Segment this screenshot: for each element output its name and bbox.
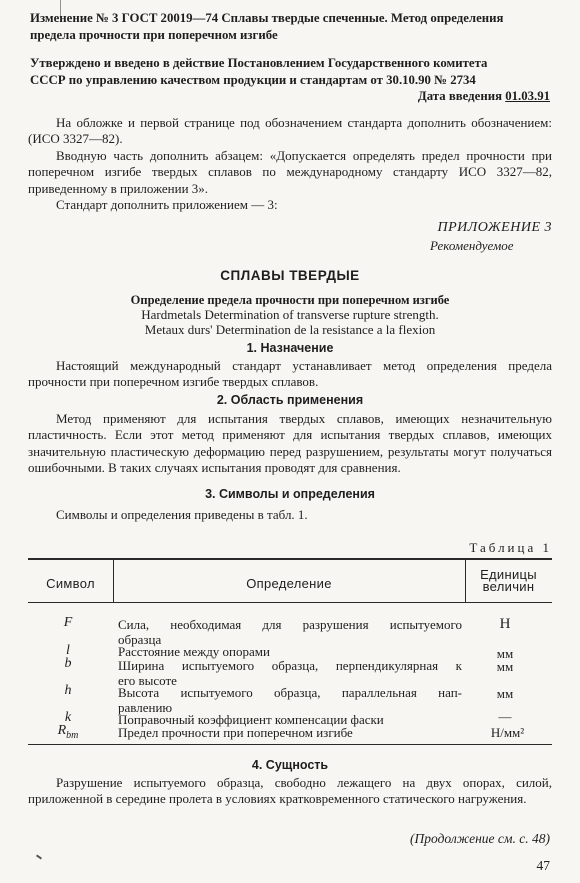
table-unit: — (498, 709, 512, 724)
approval-statement (30, 55, 552, 105)
table-header-symbol: Символ (46, 576, 95, 591)
table-symbol: k (64, 710, 72, 725)
table-header-rule (28, 602, 552, 603)
table-symbol: h (64, 683, 72, 698)
section-text: Разрушение испытуемого образца, свободно лежащего на двух опорах, силой, приложенной в середине пролета в условиях кратковременного статического нагружения. (28, 775, 552, 807)
change-paragraph-2: Вводную часть дополнить абзацем: «Допускается определять предел прочности при поперечном изгибе твердых сплавов по международному стандарту ИСО 3327—82, приведенному в приложении 3». (28, 148, 552, 196)
table-definition (118, 685, 462, 715)
change-paragraph-1: На обложке и первой странице под обозначением стандарта дополнить обозначением: (ИСО 3327—82). (28, 115, 552, 147)
table-top-rule (28, 558, 552, 560)
intro-date-value: 01.03.91 (505, 89, 550, 104)
table-symbol: b (64, 656, 72, 671)
amendment-line-2: предела прочности при поперечном изгибе (30, 27, 278, 42)
scan-mark (36, 854, 42, 859)
table-definition-line: его высоте (118, 673, 177, 688)
section-text: Символы и определения приведены в табл. 1. (56, 507, 308, 522)
section-text: Метод применяют для испытания твердых сплавов, имеющих незначительную пластичность. Если этот метод применяют для испытания твердых сплавов, имеющих значительную пластическую деформацию перед разрушением, результаты могут получаться ошибочными. В таких случаях испытания проводят для сравнения. (28, 411, 552, 476)
table-definition-line: Сила, необходимая для разрушения испытуемого (118, 617, 462, 632)
section-heading: 4. Сущность (251, 758, 329, 772)
table-bottom-rule (28, 744, 552, 745)
table-unit: мм (496, 646, 514, 661)
table-header-units-line-2: величин (482, 579, 535, 594)
table-header-units (465, 569, 552, 593)
table-unit: Н (499, 616, 511, 632)
table-header-definition: Определение (246, 576, 332, 591)
table-unit: мм (496, 659, 514, 674)
english-title: Hardmetals Determination of transverse rupture strength. (141, 307, 439, 322)
approval-line-1: Утверждено и введено в действие Постановлением Государственного комитета (30, 56, 488, 70)
section-heading: 3. Символы и определения (205, 487, 375, 501)
appendix-status: Рекомендуемое (430, 238, 514, 253)
table-definition-line: Предел прочности при поперечном изгибе (118, 725, 353, 740)
table-symbol-subscript: bm (66, 729, 79, 741)
intro-date (30, 88, 550, 105)
table-unit: мм (496, 686, 514, 701)
table-definition (118, 617, 462, 647)
table-definition (118, 658, 462, 688)
page-number: 47 (536, 858, 550, 873)
table-caption: Таблица 1 (469, 540, 552, 555)
table-symbol (28, 723, 108, 743)
intro-date-label: Дата введения (417, 89, 502, 104)
table-definition-line: Высота испытуемого образца, параллельная нап- (118, 685, 462, 700)
table-definition-line: Расстояние между опорами (118, 644, 270, 659)
table-symbol-main: R (57, 723, 67, 738)
table-definition-line: равлению (118, 700, 173, 715)
table-definition-line: Ширина испытуемого образца, перпендикулярная к (118, 658, 462, 673)
document-subtitle: Определение предела прочности при поперечном изгибе (130, 293, 450, 307)
approval-line-2: СССР по управлению качеством продукции и стандартам от 30.10.90 № 2734 (30, 72, 476, 87)
table-symbol: l (66, 643, 70, 658)
section-heading: 2. Область применения (216, 393, 364, 407)
section-text: Настоящий международный стандарт устанавливает метод определения предела прочности при поперечном изгибе твердых сплавов. (28, 358, 552, 390)
table-definition-line: образца (118, 632, 162, 647)
change-paragraph-3: Стандарт дополнить приложением — 3: (56, 197, 278, 212)
section-heading: 1. Назначение (246, 341, 334, 355)
table-unit: Н/мм² (490, 725, 525, 740)
french-title: Metaux durs' Determination de la resistance a la flexion (144, 322, 436, 337)
amendment-line-1: Изменение № 3 ГОСТ 20019—74 Сплавы твердые спеченные. Метод определения (30, 11, 504, 25)
amendment-heading (30, 10, 550, 43)
continuation-note: (Продолжение см. с. 48) (410, 831, 550, 846)
table-symbol: F (63, 615, 73, 630)
table-definition-line: Поправочный коэффициент компенсации фаски (118, 712, 384, 727)
table-header-units-line-1: Единицы (480, 567, 537, 582)
appendix-label: ПРИЛОЖЕНИЕ 3 (437, 220, 552, 235)
document-title: СПЛАВЫ ТВЕРДЫЕ (220, 268, 360, 283)
